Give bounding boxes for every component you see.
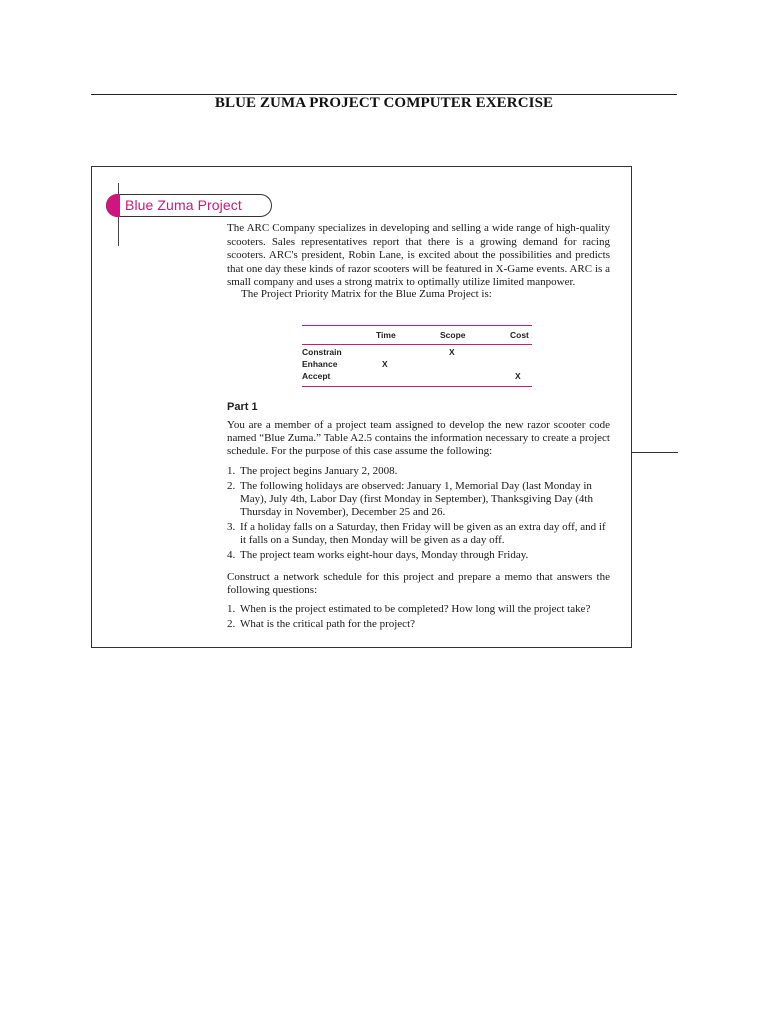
matrix-header-cost: Cost (510, 330, 529, 340)
list-number: 1. (227, 603, 236, 615)
list-text: When is the project estimated to be completed? How long will the project take? (240, 603, 591, 615)
list-number: 3. (227, 521, 236, 533)
side-rule (632, 452, 678, 453)
construct-paragraph: Construct a network schedule for this project and prepare a memo that answers the following questions: (227, 571, 610, 596)
list-item (227, 480, 610, 519)
section-tab-label: Blue Zuma Project (125, 197, 242, 213)
matrix-cell: X (382, 359, 388, 369)
matrix-row-label: Accept (302, 371, 331, 381)
list-text: The following holidays are observed: January 1, Memorial Day (last Monday in May), July 4th, Labor Day (first Monday in September), Thanksgiving Day (4th Thursday in November), December 25 and 26. (240, 480, 593, 518)
list-text: What is the critical path for the project? (240, 618, 416, 630)
document-title: BLUE ZUMA PROJECT COMPUTER EXERCISE (214, 95, 554, 111)
question-list (227, 603, 610, 633)
list-item (227, 549, 610, 562)
matrix-row-label: Enhance (302, 359, 338, 369)
matrix-header-time: Time (376, 330, 396, 340)
matrix-row-label: Constrain (302, 347, 342, 357)
list-text: The project team works eight-hour days, Monday through Friday. (240, 549, 529, 561)
list-item (227, 521, 610, 547)
matrix-header-scope: Scope (440, 330, 466, 340)
assumption-list (227, 465, 610, 564)
list-item (227, 465, 610, 478)
matrix-cell: X (449, 347, 455, 357)
matrix-cell: X (515, 371, 521, 381)
list-number: 4. (227, 549, 236, 561)
matrix-rule-bottom (302, 386, 532, 387)
list-number: 2. (227, 618, 236, 630)
list-item (227, 603, 610, 616)
list-text: The project begins January 2, 2008. (240, 465, 398, 477)
list-item (227, 618, 610, 631)
matrix-intro: The Project Priority Matrix for the Blue Zuma Project is: (241, 288, 492, 300)
intro-paragraph: The ARC Company specializes in developing and selling a wide range of high-quality scooters. Sales representatives report that there is a growing demand for racing scooters. ARC's president, Robin Lane, is excited about the possibilities and predicts that one day these kinds of razor scooters will be featured in X-Game events. ARC is a small company and uses a strong matrix to optimally utilize limited manpower. (227, 222, 610, 288)
list-number: 1. (227, 465, 236, 477)
list-number: 2. (227, 480, 236, 492)
matrix-rule-mid (302, 344, 532, 345)
part-intro: You are a member of a project team assigned to develop the new razor scooter code named “Blue Zuma.” Table A2.5 contains the information necessary to create a project schedule. For the purpose of this case assume the following: (227, 419, 610, 457)
part-heading: Part 1 (227, 401, 258, 413)
matrix-rule-top (302, 325, 532, 326)
list-text: If a holiday falls on a Saturday, then Friday will be given as an extra day off, and if it falls on a Sunday, then Monday will be given as a day off. (240, 521, 606, 546)
